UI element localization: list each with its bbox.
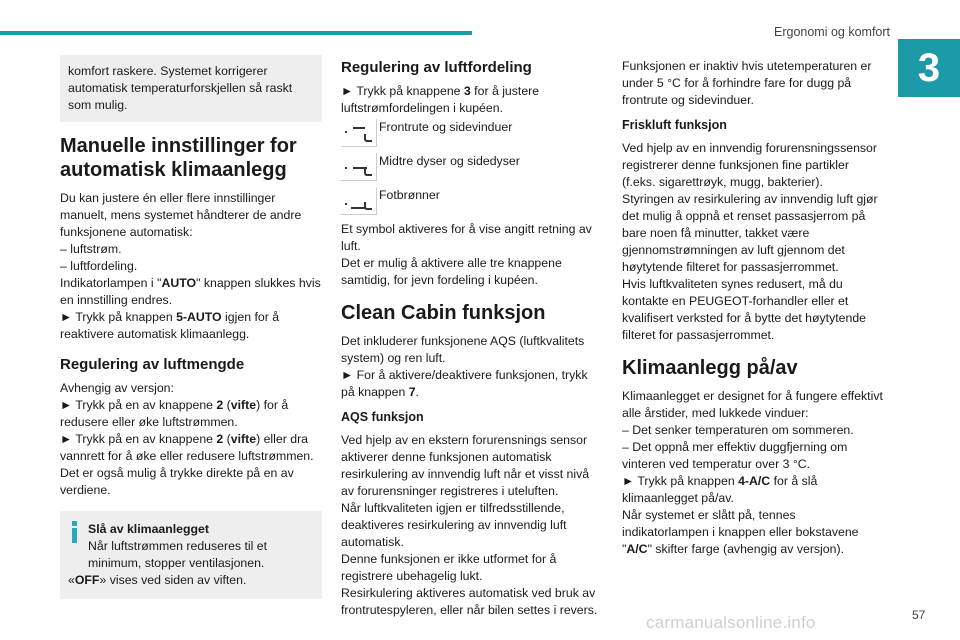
icon-row-windscreen bbox=[341, 119, 603, 147]
list-item: – Det oppnå mer effektiv duggfjerning om vinteren ved temperatur over 3 °C. bbox=[622, 440, 848, 471]
intro-box bbox=[60, 55, 322, 122]
icon-label: Midtre dyser og sidedyser bbox=[379, 154, 520, 168]
ac-on-off-heading: Klimaanlegg på/av bbox=[622, 357, 798, 379]
intro-text: komfort raskere. Systemet korrigerer automatisk temperaturforskjellen så raskt som mulig. bbox=[68, 64, 293, 112]
instruction: ► Trykk på en av knappene 2 (vifte) eller dra vannrett for å øke eller redusere luftstrømmen. bbox=[60, 432, 314, 463]
footwell-airflow-icon bbox=[341, 187, 377, 215]
paragraph: Ved hjelp av en ekstern forurensnings sensor aktiverer denne funksjonen automatisk resirkulering av innvendig luft når et visst nivå av forurensninger registreres i uteluften. bbox=[341, 433, 590, 498]
instruction: ► Trykk på knappen 4-A/C for å slå klimaanlegget på/av. bbox=[622, 474, 818, 505]
paragraph: Styringen av resirkulering av innvendig luft gjør det mulig å oppnå et renset passasjerrom på bare noen få minutter, takket være gjennomstrømningen av luft gjennom det høytytende filteret for passasjerrommet. bbox=[622, 192, 878, 274]
watermark: carmanualsonline.info bbox=[646, 613, 816, 632]
list-item: – Det senker temperaturen om sommeren. bbox=[622, 423, 854, 437]
column-3 bbox=[622, 58, 884, 558]
page-number: 57 bbox=[912, 608, 926, 622]
vent-airflow-icon bbox=[341, 153, 377, 181]
paragraph: Ved hjelp av en innvendig forurensningssensor registrerer denne funksjonen fine partikler (f.eks. sigarettrøyk, mugg, bakterier). bbox=[622, 141, 877, 189]
paragraph: Avhengig av versjon: bbox=[60, 381, 174, 395]
fresh-air-heading: Friskluft funksjon bbox=[622, 118, 727, 132]
paragraph: Når systemet er slått på, tennes indikatorlampen i knappen eller bokstavene "A/C" skifter farge (avhengig av versjon). bbox=[622, 508, 859, 556]
paragraph: Klimaanlegget er designet for å fungere effektivt alle årstider, med lukkede vinduer: bbox=[622, 389, 883, 420]
list-item: – luftfordeling. bbox=[60, 259, 138, 273]
info-icon bbox=[70, 521, 80, 543]
icon-row-footwell bbox=[341, 187, 603, 215]
paragraph: Funksjonen er inaktiv hvis utetemperaturen er under 5 °C for å forhindre fare for dugg på frontrute og sidevinduer. bbox=[622, 59, 872, 107]
clean-cabin-heading: Clean Cabin funksjon bbox=[341, 302, 546, 324]
info-title: Slå av klimaanlegget bbox=[88, 522, 209, 536]
column-2 bbox=[341, 58, 603, 619]
icon-label: Fotbrønner bbox=[379, 188, 440, 202]
paragraph: Det er mulig å aktivere alle tre knappene samtidig, for jevn fordeling i kupéen. bbox=[341, 256, 562, 287]
paragraph: Det inkluderer funksjonene AQS (luftkvalitets system) og ren luft. bbox=[341, 334, 585, 365]
paragraph: Resirkulering aktiveres automatisk ved bruk av frontrutespyleren, eller når bilen settes i revers. bbox=[341, 586, 598, 617]
icon-row-vents bbox=[341, 153, 603, 181]
header-accent-bar bbox=[0, 31, 472, 35]
instruction: ► Trykk på knappene 3 for å justere luftstrømfordelingen i kupéen. bbox=[341, 84, 540, 115]
instruction: ► Trykk på en av knappene 2 (vifte) for å redusere eller øke luftstrømmen. bbox=[60, 398, 289, 429]
info-box bbox=[60, 511, 322, 599]
instruction: ► Trykk på knappen 5-AUTO igjen for å reaktivere automatisk klimaanlegg. bbox=[60, 310, 280, 341]
paragraph: Det er også mulig å trykke direkte på en av verdiene. bbox=[60, 466, 294, 497]
paragraph: Når luftkvaliteten igjen er tilfredsstillende, deaktiveres resirkulering av innvendig luft automatisk. bbox=[341, 501, 567, 549]
info-off-text: «OFF» vises ved siden av viften. bbox=[68, 573, 247, 587]
list-item: – luftstrøm. bbox=[60, 242, 122, 256]
paragraph: Du kan justere én eller flere innstillinger manuelt, mens systemet håndterer de andre funksjonene automatisk: bbox=[60, 191, 302, 239]
paragraph: Et symbol aktiveres for å vise angitt retning av luft. bbox=[341, 222, 592, 253]
chapter-number-tab: 3 bbox=[898, 39, 960, 97]
air-distribution-heading: Regulering av luftfordeling bbox=[341, 59, 532, 76]
section-title: Ergonomi og komfort bbox=[774, 25, 891, 39]
aqs-heading: AQS funksjon bbox=[341, 410, 424, 424]
icon-label: Frontrute og sidevinduer bbox=[379, 120, 513, 134]
instruction: ► For å aktivere/deaktivere funksjonen, trykk på knappen 7. bbox=[341, 368, 588, 399]
manual-settings-heading: Manuelle innstillinger for automatisk klimaanlegg bbox=[60, 135, 297, 181]
airflow-heading: Regulering av luftmengde bbox=[60, 356, 245, 373]
windscreen-airflow-icon bbox=[341, 119, 377, 147]
column-1 bbox=[60, 55, 322, 599]
info-text: Når luftstrømmen reduseres til et minimum, stopper ventilasjonen. bbox=[88, 539, 268, 570]
paragraph: Indikatorlampen i "AUTO" knappen slukkes hvis en innstilling endres. bbox=[60, 276, 321, 307]
paragraph: Hvis luftkvaliteten synes redusert, må du kontakte en PEUGEOT-forhandler eller et kvalifisert verksted for å bytte det høytytende filteret for passasjerrommet. bbox=[622, 277, 866, 342]
paragraph: Denne funksjonen er ikke utformet for å registrere ubehagelig lukt. bbox=[341, 552, 557, 583]
